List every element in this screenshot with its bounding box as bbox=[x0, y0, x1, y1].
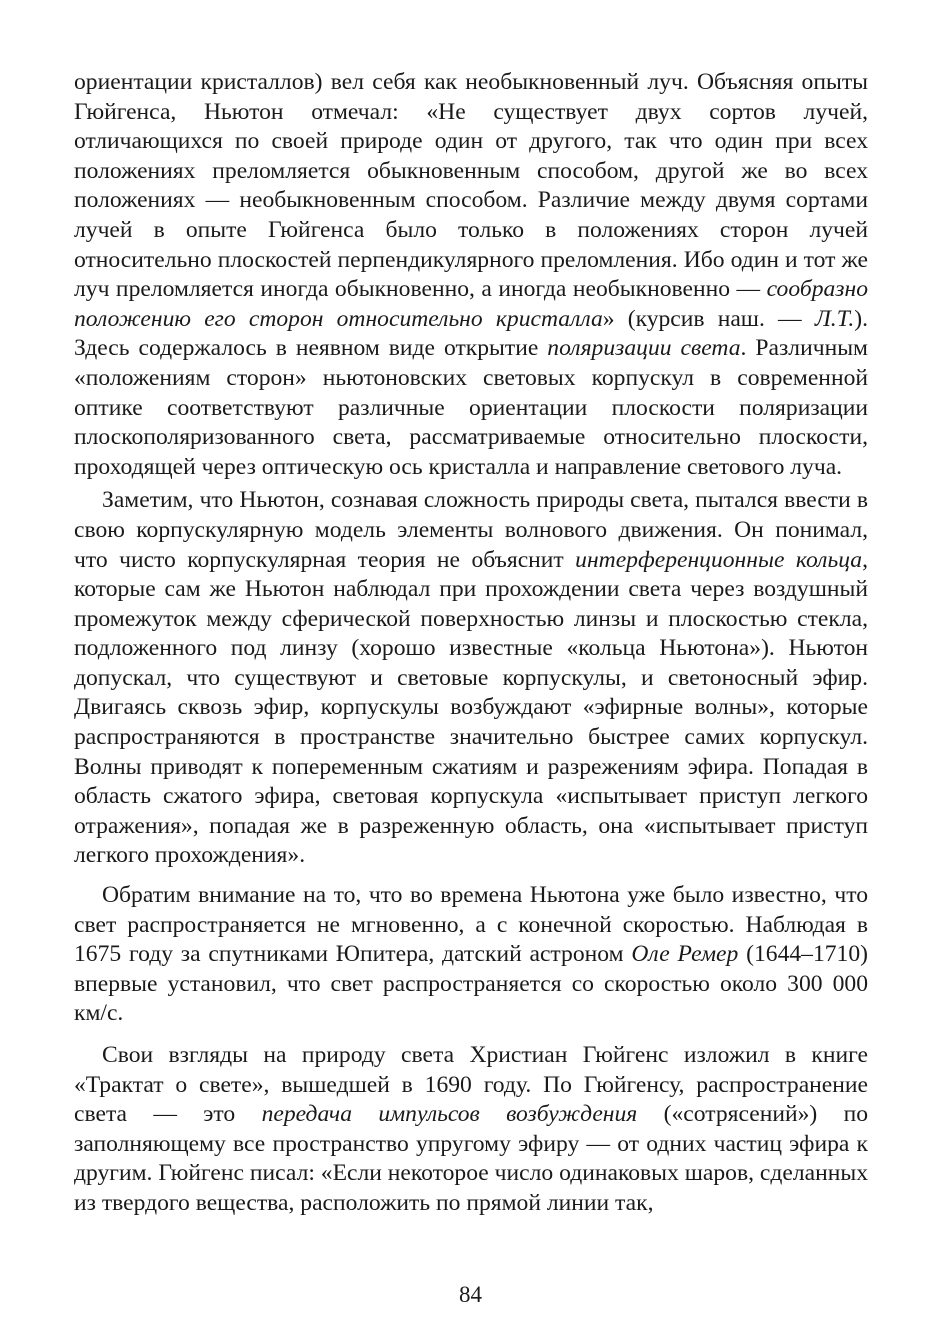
italic-text: интерференционные кольца bbox=[575, 546, 863, 573]
italic-text: поляризации света bbox=[547, 335, 741, 362]
page-body bbox=[74, 68, 868, 1219]
italic-text: Л.Т. bbox=[814, 305, 855, 332]
text-run: . Различным «положениям сторон» ньютоновских световых корпускул в современной оптике соответствуют различные ориентации плоскости поляризации плоскополяризованного света, рассматриваемые относительно плоскости, проходящей через оптическую ось кристалла и направление светового луча. bbox=[74, 335, 868, 480]
paragraph-3 bbox=[74, 881, 868, 1029]
paragraph-4 bbox=[74, 1041, 868, 1219]
text-run: Заметим, что Ньютон, сознавая сложность природы света, пытался ввести в свою корпускулярную модель элементы волнового движения. Он понимал, что чисто корпускулярная теория не объяснит bbox=[74, 487, 868, 573]
text-run: («сотрясений») по заполняющему все пространство упругому эфиру — от одних частиц эфира к другим. Гюйгенс писал: «Если некоторое число одинаковых шаров, сделанных из твердого вещества, расположить по прямой линии так, bbox=[74, 1101, 869, 1216]
text-run: ). Здесь содержалось в неявном виде открытие bbox=[74, 305, 868, 362]
text-run: ориентации кристаллов) вел себя как необыкновенный луч. Объясняя опыты Гюйгенса, Ньютон отмечал: «Не существует двух сортов лучей, отличающихся по своей природе один от другого, так что один при всех положениях преломляется обыкновенным способом, другой же во всех положениях — необыкновенным способом. Различие между двумя сортами лучей в опыте Гюйгенса было только в положениях сторон лучей относительно плоскостей перпендикулярного преломления. Ибо один и тот же луч преломляется иногда обыкновенно, а иногда необыкновенно — bbox=[74, 69, 868, 303]
italic-text: сообразно положению его сторон относительно кристалла bbox=[74, 276, 868, 332]
paragraph-1 bbox=[74, 68, 868, 482]
text-run: , которые сам же Ньютон наблюдал при прохождении света через воздушный промежуток между сферической поверхностью линзы и плоскостью стекла, подложенного под линзу (хорошо известные «кольца Ньютона»). Ньютон допускал, что существуют и световые корпускулы, и светоносный эфир. Двигаясь сквозь эфир, корпускулы возбуждают «эфирные волны», которые распространяются в пространстве значительно быстрее самих корпускул. Волны приводят к попеременным сжатиям и разрежениям эфира. Попадая в область сжатого эфира, световая корпускула «испытывает приступ легкого отражения», попадая же в разреженную область, она «испытывает приступ легкого прохождения». bbox=[74, 546, 868, 869]
text-run: Свои взгляды на природу света Христиан Гюйгенс изложил в книге «Трактат о свете», вышедшей в 1690 году. По Гюйгенсу, распространение света — это bbox=[74, 1042, 868, 1128]
text-run: (1644–1710) впервые установил, что свет распространяется со скоростью около 300 000 км/с. bbox=[74, 941, 868, 1027]
text-run: Обратим внимание на то, что во времена Ньютона уже было известно, что свет распространяется не мгновенно, а с конечной скоростью. Наблюдая в 1675 году за спутниками Юпитера, датский астроном bbox=[74, 882, 868, 968]
text-run: » (курсив наш. — bbox=[602, 305, 815, 332]
italic-text: передача импульсов возбуждения bbox=[261, 1101, 638, 1128]
italic-text: Оле Ремер bbox=[631, 941, 739, 968]
page-number: 84 bbox=[459, 1282, 482, 1307]
paragraph-2 bbox=[74, 486, 868, 871]
